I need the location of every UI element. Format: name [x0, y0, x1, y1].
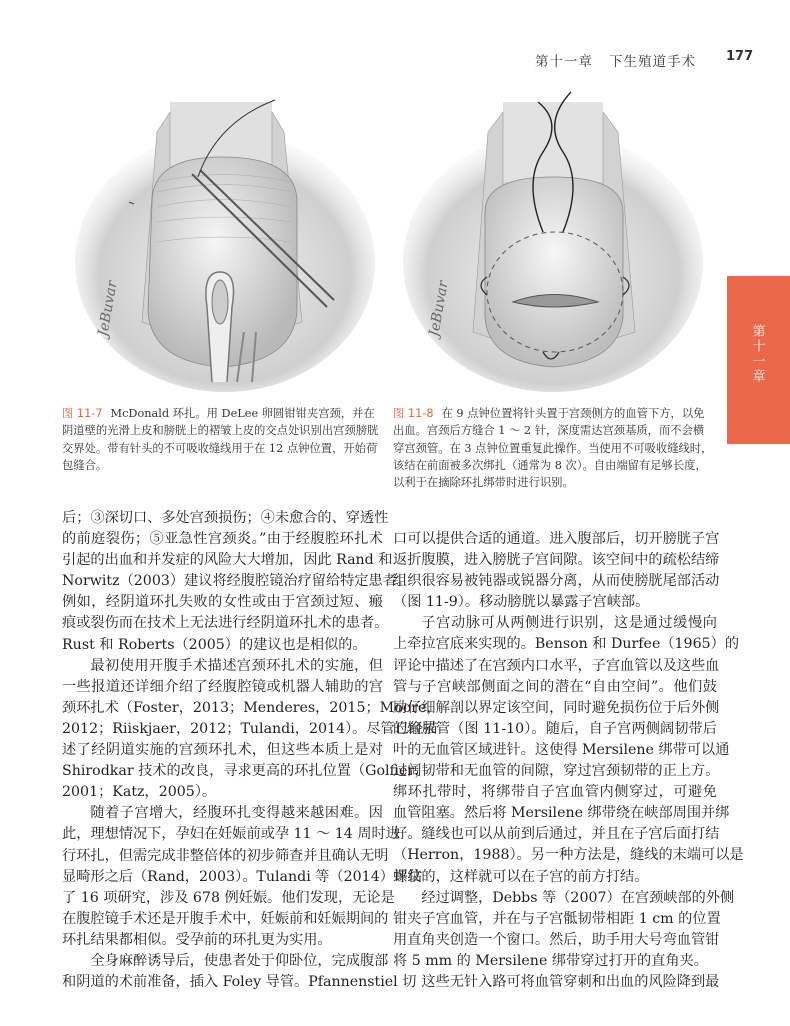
- text-line: 后；③深切口、多处宫颈损伤；④未愈合的、穿透性: [62, 510, 389, 526]
- chapter-side-tab: [727, 276, 790, 444]
- figure-11-8-illustration: [393, 62, 718, 392]
- text-line: 2012；Riiskjaer，2012；Tulandi，2014）。尽管已经描: [62, 720, 438, 737]
- text-line: 引起的出血和并发症的风险大大增加，因此 Rand 和: [62, 552, 393, 569]
- text-line: 痕或裂伤而在技术上无法进行经阴道环扎术的患者。: [62, 615, 389, 632]
- paragraph: [62, 508, 412, 656]
- text-line: 血管阻塞。然后将 Mersilene 绑带绕在峡部周围并绑: [393, 805, 730, 822]
- text-line: 2001；Katz，2005）。: [62, 784, 217, 801]
- text-line: 这些无针入路可将血管穿刺和出血的风险降到最: [421, 973, 720, 990]
- text-line: 钳夹子宫血管，并在与子宫骶韧带相距 1 cm 的位置: [393, 910, 721, 927]
- side-tab-label: 第十一章: [749, 324, 765, 384]
- svg-text:JeBuvar: JeBuvar: [426, 279, 452, 338]
- text-line: 用直角夹创造一个窗口。然后，助手用大号弯血管钳: [393, 931, 720, 948]
- paragraph: [393, 888, 735, 972]
- text-line: Shirodkar 技术的改良，寻求更高的环扎位置（Golfier，: [62, 763, 429, 780]
- svg-text:JeBuvar: JeBuvar: [95, 279, 121, 338]
- text-line: 组织很容易被钝器或锐器分离，从而使膀胱尾部活动: [393, 573, 720, 590]
- body-column-left: [62, 508, 441, 993]
- text-line: 的前庭裂伤；⑤亚急性宫颈炎。”由于经腹腔环扎术: [62, 531, 383, 548]
- text-line: 管与子宫峡部侧面之间的潜在“自由空间”。他们鼓: [393, 678, 717, 695]
- text-line: 环扎结果都相似。受孕前的环扎更为实用。: [62, 931, 332, 948]
- paragraph: [393, 972, 720, 993]
- text-line: 的输尿管（图 11-10）。随后，自子宫两侧阔韧带后: [393, 720, 717, 737]
- text-line: 最初使用开腹手术描述宫颈环扎术的实施，但: [90, 657, 383, 674]
- page-number: 177: [726, 49, 754, 64]
- paragraph: [62, 803, 423, 951]
- text-line: 好。缝线也可以从前到后通过，并且在子宫后面打结: [393, 826, 720, 843]
- text-line: 返折腹膜，进入膀胱子宫间隙。该空间中的疏松结缔: [393, 552, 720, 569]
- figure-label: 图 11-8: [393, 407, 434, 420]
- text-line: 例如，经阴道环扎失败的女性或由于宫颈过短、瘢: [62, 594, 383, 611]
- figure-11-7-caption: [62, 405, 382, 474]
- text-line: 上牵拉宫底来实现的。Benson 和 Durfee（1965）的: [393, 636, 740, 653]
- text-line: 和阴道的术前准备，插入 Foley 导管。Pfannenstiel 切: [62, 974, 417, 991]
- text-line: 一些报道还详细介绍了经腹腔镜或机器人辅助的宫: [62, 678, 383, 695]
- figure-11-7-illustration: [62, 62, 387, 392]
- text-line: 行环扎，但需完成非整倍体的初步筛查并且确认无明: [62, 847, 389, 864]
- text-line: 螺纹的，这样就可以在子宫的前方打结。: [393, 868, 649, 885]
- text-line: 了 16 项研究，涉及 678 例妊娠。他们发现，无论是: [62, 889, 395, 906]
- text-line: 将 5 mm 的 Mersilene 绑带穿过打开的直角夹。: [393, 952, 708, 969]
- text-line: 此，理想情况下，孕妇在妊娠前或孕 11 ～ 14 周时进: [62, 826, 400, 843]
- text-line: 子宫动脉可从两侧进行识别，这是通过缓慢向: [421, 615, 717, 632]
- text-line: Norwitz（2003）建议将经腹腔镜治疗留给特定患者。: [62, 573, 412, 590]
- text-line: 随着子宫增大，经腹环扎变得越来越困难。因: [90, 805, 383, 822]
- text-line: 评论中描述了在宫颈内口水平，子宫血管以及这些血: [393, 657, 720, 674]
- text-line: 过阔韧带和无血管的间隙，穿过宫颈韧带的正上方。: [393, 763, 720, 780]
- paragraph: [393, 529, 720, 613]
- paragraph: [62, 951, 417, 993]
- chapter-title: 下生殖道手术: [609, 54, 696, 70]
- chapter-label: 第十一章: [535, 54, 593, 70]
- text-line: 励仔细解剖以界定该空间，同时避免损伤位于后外侧: [393, 699, 720, 716]
- text-line: （Herron，1988）。另一种方法是，缝线的末端可以是: [393, 847, 744, 864]
- text-line: Rust 和 Roberts（2005）的建议也是相似的。: [62, 636, 367, 653]
- text-line: 叶的无血管区域进针。这使得 Mersilene 绑带可以通: [393, 741, 730, 758]
- paragraph: [62, 656, 441, 804]
- text-line: 绑环扎带时，将绑带自子宫血管内侧穿过，可避免: [393, 784, 717, 801]
- text-line: 经过调整，Debbs 等（2007）在宫颈峡部的外侧: [421, 889, 735, 906]
- text-line: 口可以提供合适的通道。进入腹部后，切开膀胱子宫: [393, 531, 720, 547]
- paragraph: [393, 613, 744, 887]
- body-column-right: [393, 529, 744, 993]
- figure-11-8-caption: [393, 405, 715, 491]
- text-line: 在腹腔镜手术还是开腹手术中，妊娠前和妊娠期间的: [62, 910, 389, 927]
- text-line: 述了经阴道实施的宫颈环扎术，但这些本质上是对: [62, 742, 383, 759]
- caption-text: 在 9 点钟位置将针头置于宫颈侧方的血管下方，以免出血。宫颈后方缝合 1 ～ 2 针，深度需达宫颈基质，而不会横穿宫颈管。在 3 点钟位置重复此操作。当使用不可吸收缝线时，该结在前面被多次绑扎（通常为 8 次）。自由端留有足够长度，以利于在摘除环扎绑带时进行识别。: [393, 407, 713, 490]
- text-line: 颈环扎术（Foster，2013；Menderes，2015；Moore，: [62, 699, 441, 716]
- text-line: （图 11-9）。移动膀胱以暴露子宫峡部。: [393, 594, 650, 611]
- figure-label: 图 11-7: [62, 407, 103, 420]
- text-line: 全身麻醉诱导后，使患者处于仰卧位，完成腹部: [90, 952, 389, 969]
- text-line: 显畸形之后（Rand，2003）。Tulandi 等（2014）评估: [62, 868, 423, 885]
- caption-text: McDonald 环扎。用 DeLee 卵圆钳钳夹宫颈，并在阴道壁的光滑上皮和膀胱上的褶皱上皮的交点处识别出宫颈膀胱交界处。带有针头的不可吸收缝线用于在 12 点钟位置，开始荷包缝合。: [62, 407, 379, 472]
